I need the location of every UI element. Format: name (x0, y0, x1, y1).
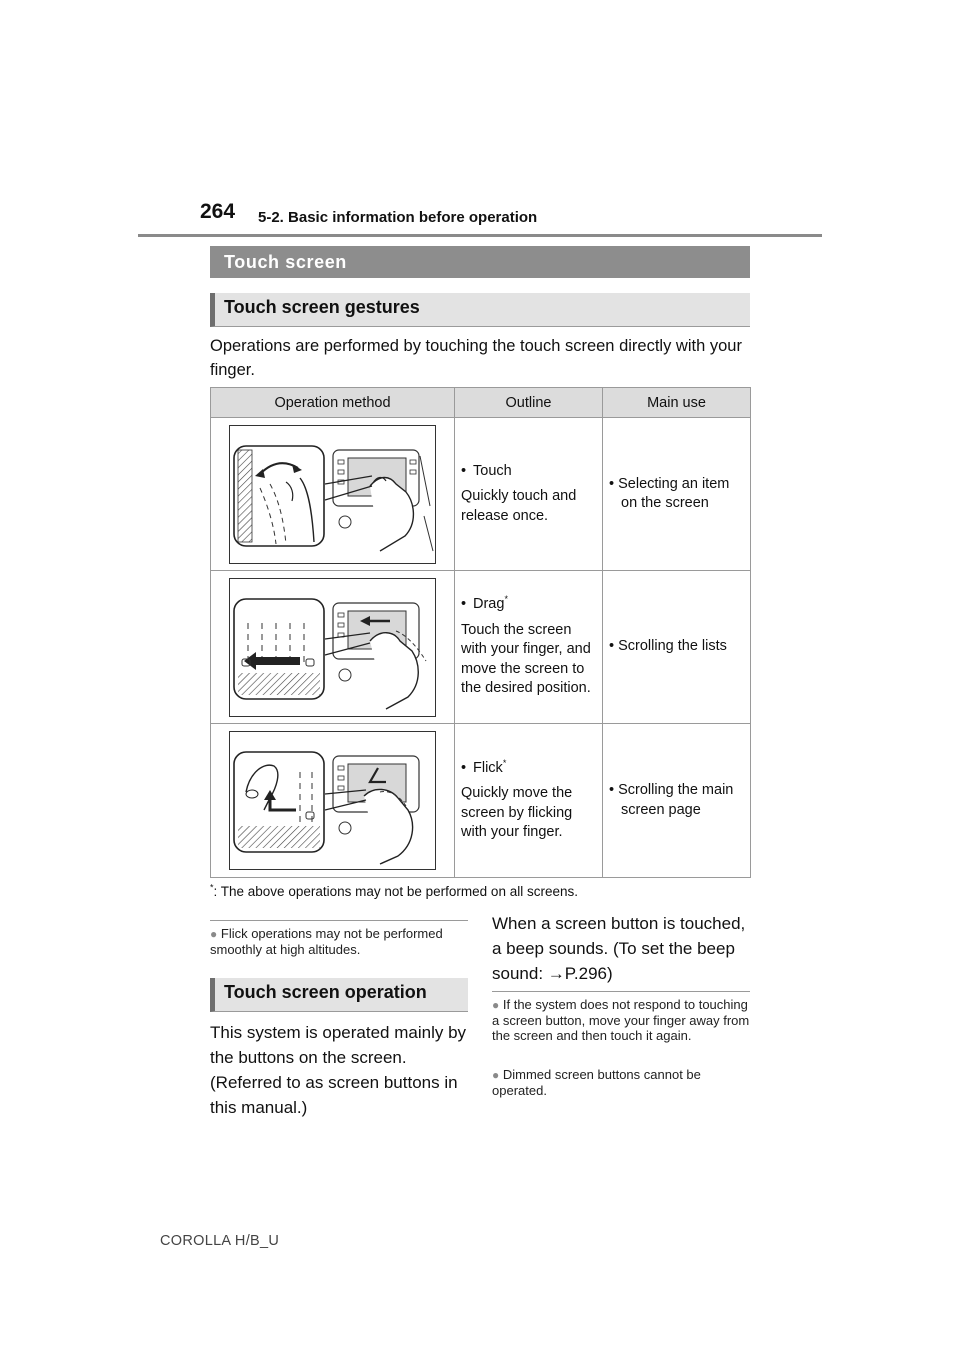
main-use-cell (603, 724, 751, 878)
gestures-heading (210, 293, 750, 327)
gesture-name: • Drag* (461, 594, 508, 613)
column-header-main-use: Main use (603, 388, 751, 418)
note-rule (210, 920, 468, 921)
main-use-item: • Scrolling the main screen page (609, 782, 734, 818)
table-footnote (210, 884, 578, 899)
flick-gesture-illustration (229, 731, 436, 870)
gestures-heading-text: Touch screen gestures (224, 297, 420, 317)
dimmed-buttons-note-text: Dimmed screen buttons cannot be operated. (492, 1067, 701, 1098)
page-number: 264 (200, 200, 236, 223)
gesture-description: Quickly move the screen by flicking with your finger. (461, 785, 573, 840)
touch-screen-title: Touch screen (224, 252, 347, 272)
touch-screen-band (210, 246, 750, 278)
touch-gesture-illustration (229, 425, 436, 564)
main-use-cell (603, 571, 751, 724)
operation-heading (210, 978, 468, 1012)
gesture-description: Touch the screen with your finger, and move the screen to the desired position. (461, 621, 591, 697)
section-title: 5-2. Basic information before operation (258, 209, 538, 226)
gestures-table (210, 387, 751, 878)
operation-method-cell (211, 418, 455, 571)
footnote-text: : The above operations may not be performed on all screens. (213, 884, 578, 899)
beep-body-text: When a screen button is touched, a beep sounds. (To set the beep sound: →P.296) (492, 914, 746, 983)
column-header-operation-method: Operation method (211, 388, 455, 418)
operation-heading-text: Touch screen operation (224, 982, 427, 1002)
intro-text: Operations are performed by touching the touch screen directly with your finger. (210, 337, 742, 379)
outline-cell (455, 418, 603, 571)
gesture-description: Quickly touch and release once. (461, 488, 577, 524)
operation-method-cell (211, 724, 455, 878)
asterisk-mark: * (504, 594, 508, 605)
gesture-drag-label: Drag (473, 596, 505, 613)
footer-model-code: COROLLA H/B_U (160, 1233, 280, 1249)
table-row (211, 571, 751, 724)
outline-cell (455, 724, 603, 878)
main-use-text: Selecting an item on the screen (618, 475, 730, 511)
main-use-text: Scrolling the main screen page (618, 782, 734, 818)
flick-note (210, 926, 472, 957)
table-row (211, 418, 751, 571)
gesture-flick-label: Flick (473, 759, 503, 776)
flick-note-text: Flick operations may not be performed smoothly at high altitudes. (210, 926, 443, 957)
note-bullet-icon: ● (492, 998, 500, 1012)
dimmed-buttons-note (492, 1067, 754, 1098)
header-rule (138, 234, 822, 237)
main-use-item: • Selecting an item on the screen (609, 475, 730, 511)
table-row (211, 724, 751, 878)
note-bullet-icon: ● (492, 1068, 500, 1082)
gesture-name: • Flick* (461, 757, 507, 776)
column-header-outline: Outline (455, 388, 603, 418)
note-bullet-icon: ● (210, 927, 218, 941)
no-response-note (492, 997, 754, 1043)
main-use-cell (603, 418, 751, 571)
footnote-asterisk: * (210, 882, 214, 893)
gesture-touch-label: Touch (473, 462, 512, 479)
asterisk-mark: * (502, 757, 507, 768)
drag-gesture-illustration (229, 578, 436, 717)
operation-method-cell (211, 571, 455, 724)
gesture-name: • Touch (461, 462, 512, 479)
main-use-item: • Scrolling the lists (609, 638, 727, 655)
note-rule (492, 991, 750, 992)
table-header-row (211, 388, 751, 418)
no-response-note-text: If the system does not respond to touching a screen button, move your finger away from the screen and then touch it again. (492, 997, 750, 1043)
main-use-text: Scrolling the lists (618, 638, 727, 655)
outline-cell (455, 571, 603, 724)
operation-body-text: This system is operated mainly by the buttons on the screen. (Referred to as screen buttons in this manual.) (210, 1023, 467, 1117)
